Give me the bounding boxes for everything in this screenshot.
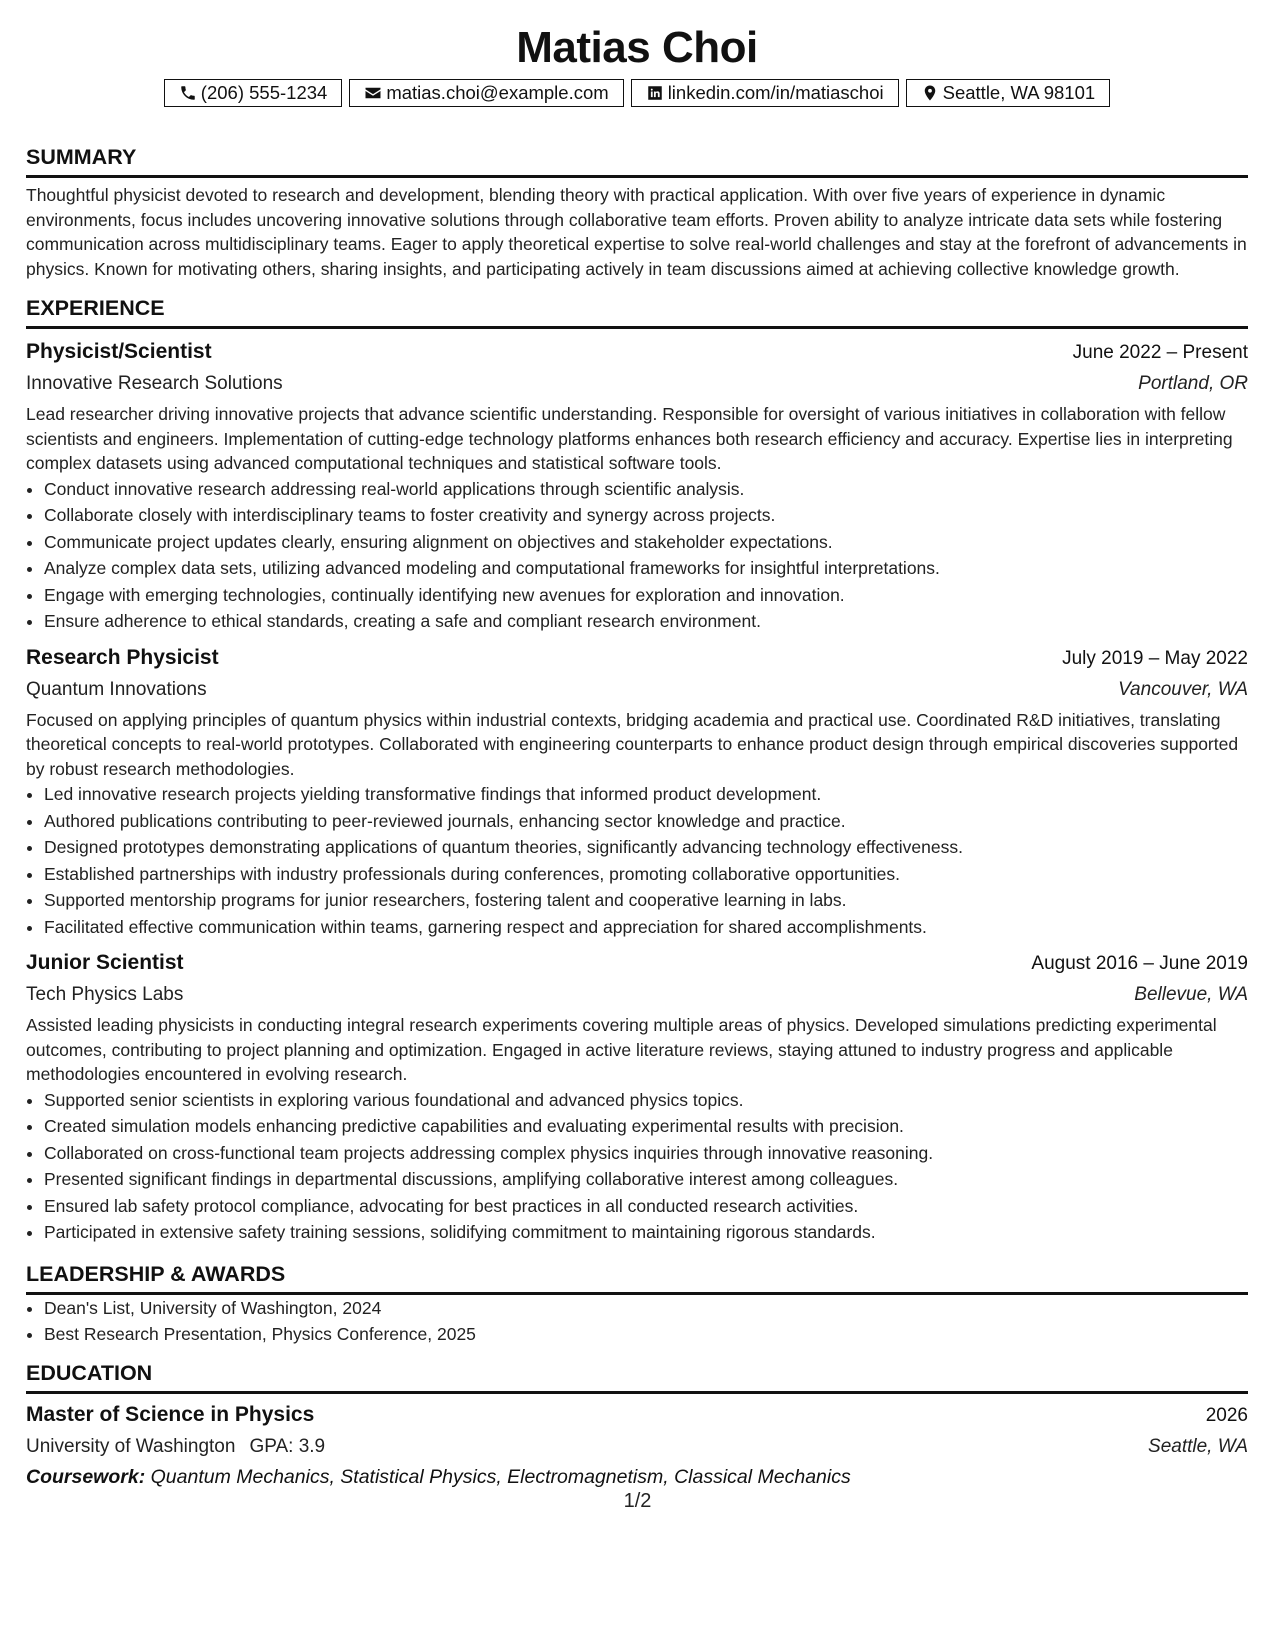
job-dates: July 2019 – May 2022 [1062, 647, 1248, 669]
experience-heading: EXPERIENCE [26, 294, 1248, 329]
job-location: Portland, OR [1138, 373, 1248, 394]
list-item: • Collaborate closely with interdisciplinary teams to foster creativity and synergy across projects. [44, 502, 1248, 529]
school-name: University of Washington [26, 1435, 236, 1457]
list-item: • Presented significant findings in departmental discussions, amplifying collaborative interest among colleagues. [44, 1166, 1248, 1193]
resume-page [26, 0, 1248, 1492]
awards-list [26, 1295, 1248, 1347]
job-dates: June 2022 – Present [1072, 342, 1248, 363]
job-title: Junior Scientist [26, 951, 184, 974]
list-item: • Ensure adherence to ethical standards, creating a safe and compliant research environment. [44, 608, 1248, 635]
phone-text: (206) 555-1234 [200, 82, 328, 103]
summary-text: Thoughtful physicist devoted to research and development, blending theory with practical application. With over five years of experience in dynamic environments, focus includes uncovering innovative solutions through collaborative team efforts. Proven ability to analyze intricate data sets while fostering communication across multidisciplinary teams. Eager to apply theoretical expertise to solve real-world challenges and stay at the forefront of advancements in physics. Known for motivating others, sharing insights, and participating actively in team discussions aimed at achieving collective knowledge growth. [26, 185, 1247, 279]
linkedin-icon [646, 84, 664, 102]
job-title: Physicist/Scientist [26, 340, 212, 363]
envelope-icon [364, 84, 382, 102]
job-bullets [26, 476, 1248, 635]
coursework-label: Coursework: [26, 1465, 146, 1488]
job-location: Vancouver, WA [1118, 678, 1248, 700]
gpa: GPA: 3.9 [249, 1435, 326, 1457]
job-description: Focused on applying principles of quantum physics within industrial contexts, bridging academia and practical use. Coordinated R&D initiatives, translating theoretical concepts to real-world prototypes. Collaborated with engineering counterparts to enhance product design through empirical discoveries supported by robust research methodologies. [26, 709, 1239, 779]
list-item: • Supported mentorship programs for junior researchers, fostering talent and cooperative learning in labs. [44, 887, 1248, 914]
list-item: • Participated in extensive safety training sessions, solidifying commitment to maintaining rigorous standards. [44, 1219, 1248, 1246]
coursework [26, 1462, 1248, 1492]
job-bullets [26, 1087, 1248, 1246]
job-entry [26, 643, 1248, 941]
list-item: • Supported senior scientists in exploring various foundational and advanced physics topics. [44, 1087, 1248, 1114]
job-description: Lead researcher driving innovative projects that advance scientific understanding. Responsible for oversight of various initiatives in collaboration with fellow scientists and engineers. Implementation of cutting-edge technology platforms enhances both research efficiency and accuracy. Expertise lies in interpreting complex datasets using advanced computational techniques and statistical software tools. [26, 404, 1233, 473]
summary-heading: SUMMARY [26, 143, 1248, 178]
email-chip[interactable] [349, 79, 623, 107]
school-line [26, 1431, 325, 1462]
job-company: Quantum Innovations [26, 678, 207, 700]
contact-bar [26, 79, 1248, 107]
candidate-name: Matias Choi [516, 23, 758, 72]
list-item: • Facilitated effective communication within teams, garnering respect and appreciation for shared accomplishments. [44, 914, 1248, 941]
list-item: • Best Research Presentation, Physics Conference, 2025 [44, 1321, 1248, 1347]
linkedin-chip[interactable] [631, 79, 899, 107]
list-item: • Analyze complex data sets, utilizing advanced modeling and computational frameworks for insightful interpretations. [44, 555, 1248, 582]
job-dates: August 2016 – June 2019 [1031, 953, 1248, 974]
list-item: • Ensured lab safety protocol compliance, advocating for best practices in all conducted research activities. [44, 1193, 1248, 1220]
list-item: • Created simulation models enhancing predictive capabilities and evaluating experimental results with precision. [44, 1113, 1248, 1140]
education-entry [26, 1400, 1248, 1492]
job-entry [26, 948, 1248, 1246]
linkedin-text: linkedin.com/in/matiaschoi [667, 82, 884, 103]
list-item: • Conduct innovative research addressing real-world applications through scientific analysis. [44, 476, 1248, 503]
location-text: Seattle, WA 98101 [942, 82, 1096, 103]
list-item: • Dean's List, University of Washington, 2024 [44, 1295, 1248, 1321]
list-item: • Established partnerships with industry professionals during conferences, promoting collaborative opportunities. [44, 861, 1248, 888]
job-entry [26, 337, 1248, 635]
awards-heading: LEADERSHIP & AWARDS [26, 1260, 1248, 1295]
job-company: Tech Physics Labs [26, 984, 184, 1005]
list-item: • Led innovative research projects yielding transformative findings that informed product development. [44, 781, 1248, 808]
coursework-list: Quantum Mechanics, Statistical Physics, Electromagnetism, Classical Mechanics [150, 1465, 851, 1488]
list-item: • Communicate project updates clearly, ensuring alignment on objectives and stakeholder expectations. [44, 529, 1248, 556]
email-text: matias.choi@example.com [386, 82, 609, 103]
list-item: • Authored publications contributing to peer-reviewed journals, enhancing sector knowledge and practice. [44, 808, 1248, 835]
list-item: • Designed prototypes demonstrating applications of quantum theories, significantly advancing technology effectiveness. [44, 834, 1248, 861]
phone-icon [179, 84, 197, 102]
job-company: Innovative Research Solutions [26, 373, 283, 394]
location-chip [906, 79, 1111, 107]
job-title: Research Physicist [26, 645, 219, 669]
education-location: Seattle, WA [1148, 1435, 1248, 1457]
page-indicator: 1/2 [623, 1490, 652, 1512]
phone-chip [164, 79, 343, 107]
list-item: • Collaborated on cross-functional team projects addressing complex physics inquiries through innovative reasoning. [44, 1140, 1248, 1167]
map-marker-icon [921, 84, 939, 102]
list-item: • Engage with emerging technologies, continually identifying new avenues for exploration and innovation. [44, 582, 1248, 609]
job-bullets [26, 781, 1248, 940]
job-description: Assisted leading physicists in conducting integral research experiments covering multiple areas of physics. Developed simulations predicting experimental outcomes, contributing to project planning and optimization. Engaged in active literature reviews, staying attuned to industry progress and applicable methodologies encountered in evolving research. [26, 1015, 1217, 1084]
education-heading: EDUCATION [26, 1359, 1248, 1394]
education-year: 2026 [1205, 1404, 1248, 1426]
job-location: Bellevue, WA [1134, 984, 1248, 1005]
degree-title: Master of Science in Physics [26, 1402, 315, 1426]
